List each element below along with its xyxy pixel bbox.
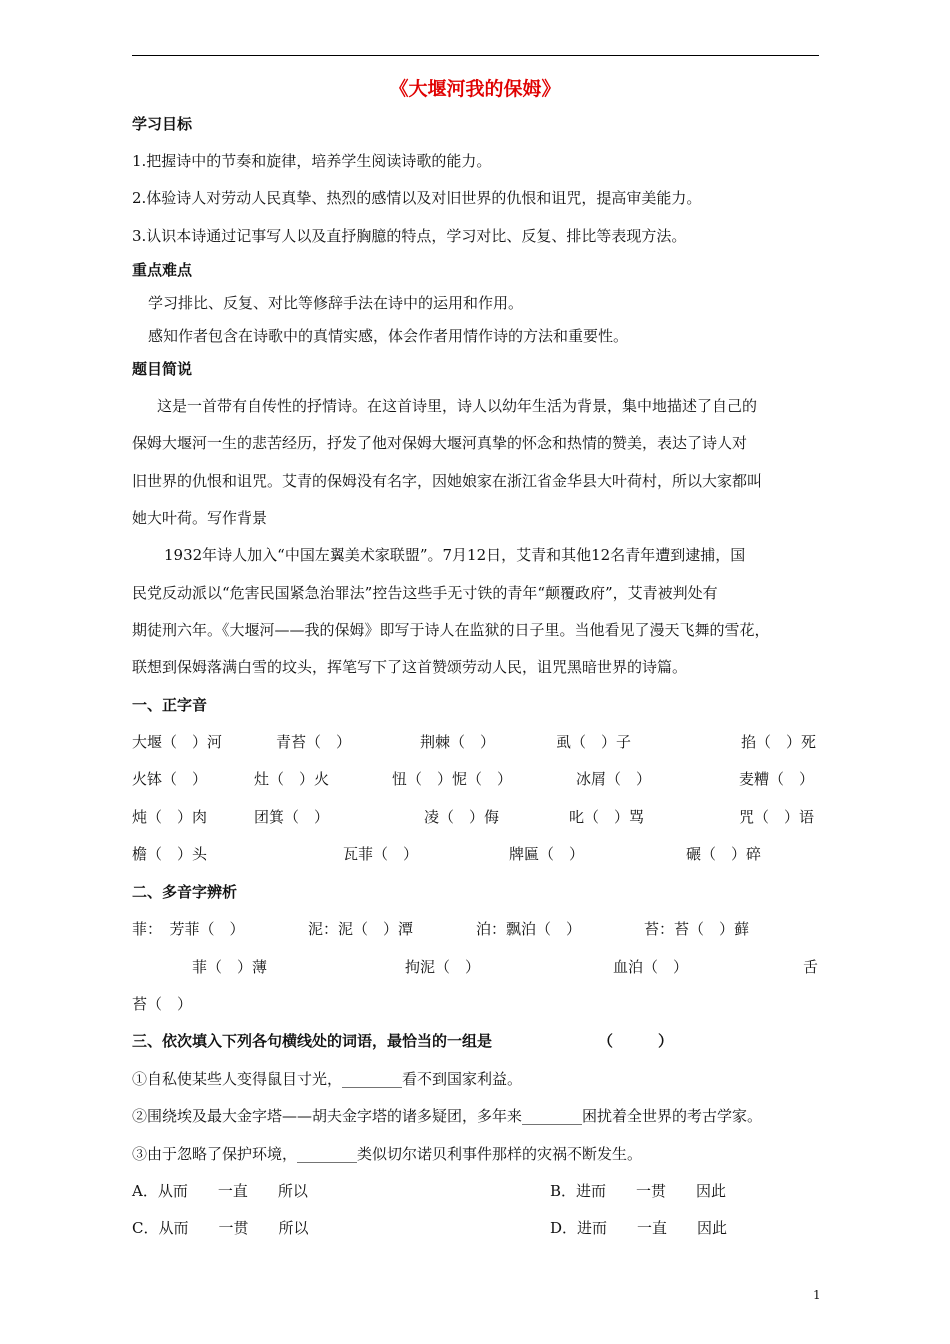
pinyin-item: 冰屑（ ） [576, 770, 652, 788]
background-line: 联想到保姆落满白雪的坟头，挥笔写下了这首赞颂劳动人民，诅咒黑暗世界的诗篇。 [132, 658, 688, 676]
question-sentence: ①自私使某些人变得鼠目寸光，________看不到国家利益。 [132, 1070, 523, 1088]
goal-item: 1.把握诗中的节奏和旋律，培养学生阅读诗歌的能力。 [132, 152, 492, 170]
pinyin-item: 咒（ ）语 [739, 808, 815, 826]
pinyin-item: 荆棘（ ） [420, 733, 496, 751]
intro-line: 保姆大堰河一生的悲苦经历，抒发了他对保姆大堰河真挚的怀念和热情的赞美，表达了诗人对 [132, 434, 748, 452]
pinyin-item: 碾（ ）碎 [686, 845, 762, 863]
section-heading-q1: 一、正字音 [132, 696, 208, 714]
pinyin-item: 大堰（ ）河 [132, 733, 223, 751]
section-heading-goals: 学习目标 [132, 115, 193, 133]
pinyin-item: 凌（ ）侮 [424, 808, 500, 826]
question-sentence: ③由于忽略了保护环境，________类似切尔诺贝利事件那样的灾祸不断发生。 [132, 1145, 643, 1163]
option-b: B．进而 一贯 因此 [550, 1182, 727, 1200]
document-title: 《大堰河我的保姆》 [389, 78, 561, 100]
pinyin-item: 檐（ ）头 [132, 845, 208, 863]
pinyin-item: 牌匾（ ） [509, 845, 585, 863]
pinyin-item: 灶（ ）火 [254, 770, 330, 788]
goal-item: 3.认识本诗通过记事写人以及直抒胸臆的特点，学习对比、反复、排比等表现方法。 [132, 227, 687, 245]
polyphone-item: 菲（ ）薄 [192, 958, 268, 976]
intro-line: 这是一首带有自传性的抒情诗。在这首诗里，诗人以幼年生活为背景，集中地描述了自己的 [157, 397, 758, 415]
section-heading-intro: 题目简说 [132, 360, 193, 378]
pinyin-item: 火钵（ ） [132, 770, 208, 788]
polyphone-item: 泥：泥（ ）潭 [308, 920, 414, 938]
pinyin-item: 瓦菲（ ） [343, 845, 419, 863]
option-a: A．从而 一直 所以 [132, 1182, 308, 1200]
pinyin-item: 炖（ ）肉 [132, 808, 208, 826]
question-sentence: ②围绕埃及最大金字塔——胡夫金字塔的诸多疑团，多年来________困扰着全世界的考古学家。 [132, 1107, 763, 1125]
header-rule [132, 55, 819, 56]
background-line: 1932年诗人加入“中国左翼美术家联盟”。7月12日，艾青和其他12名青年遭到逮捕，国 [164, 546, 746, 564]
background-line: 期徒刑六年。《大堰河——我的保姆》即写于诗人在监狱的日子里。当他看见了漫天飞舞的雪花， [132, 621, 770, 639]
pinyin-item: 麦糟（ ） [739, 770, 815, 788]
page-number: 1 [813, 1288, 821, 1302]
polyphone-item: 拘泥（ ） [405, 958, 481, 976]
intro-line: 她大叶荷。写作背景 [132, 509, 268, 527]
polyphone-item: 血泊（ ） [613, 958, 689, 976]
option-c: C．从而 一贯 所以 [132, 1219, 309, 1237]
pinyin-item: 叱（ ）骂 [569, 808, 645, 826]
pinyin-item: 忸（ ）怩（ ） [392, 770, 513, 788]
goal-item: 2.体验诗人对劳动人民真挚、热烈的感情以及对旧世界的仇恨和诅咒，提高审美能力。 [132, 189, 702, 207]
pinyin-item: 掐（ ）死 [741, 733, 817, 751]
option-d: D．进而 一直 因此 [550, 1219, 728, 1237]
background-line: 民党反动派以“危害民国紧急治罪法”控告这些手无寸铁的青年“颠覆政府”，艾青被判处有 [132, 584, 718, 602]
polyphone-item: 苔（ ） [132, 995, 193, 1013]
polyphone-item: 舌 [803, 958, 819, 976]
intro-line: 旧世界的仇恨和诅咒。艾青的保姆没有名字，因她娘家在浙江省金华县大叶荷村，所以大家都叫 [132, 472, 763, 490]
pinyin-item: 团箕（ ） [254, 808, 330, 826]
section-heading-q2: 二、多音字辨析 [132, 883, 238, 901]
key-item: 感知作者包含在诗歌中的真情实感，体会作者用情作诗的方法和重要性。 [148, 327, 629, 345]
polyphone-item: 菲： 芳菲（ ） [132, 920, 245, 938]
pinyin-item: 虱（ ）子 [556, 733, 632, 751]
section-heading-key: 重点难点 [132, 261, 193, 279]
section-heading-q3: 三、依次填入下列各句横线处的词语，最恰当的一组是 [132, 1032, 493, 1050]
pinyin-item: 青苔（ ） [276, 733, 352, 751]
key-item: 学习排比、反复、对比等修辞手法在诗中的运用和作用。 [148, 294, 524, 312]
answer-paren: （ ） [598, 1032, 674, 1050]
polyphone-item: 苔：苔（ ）藓 [644, 920, 750, 938]
polyphone-item: 泊：飘泊（ ） [476, 920, 582, 938]
